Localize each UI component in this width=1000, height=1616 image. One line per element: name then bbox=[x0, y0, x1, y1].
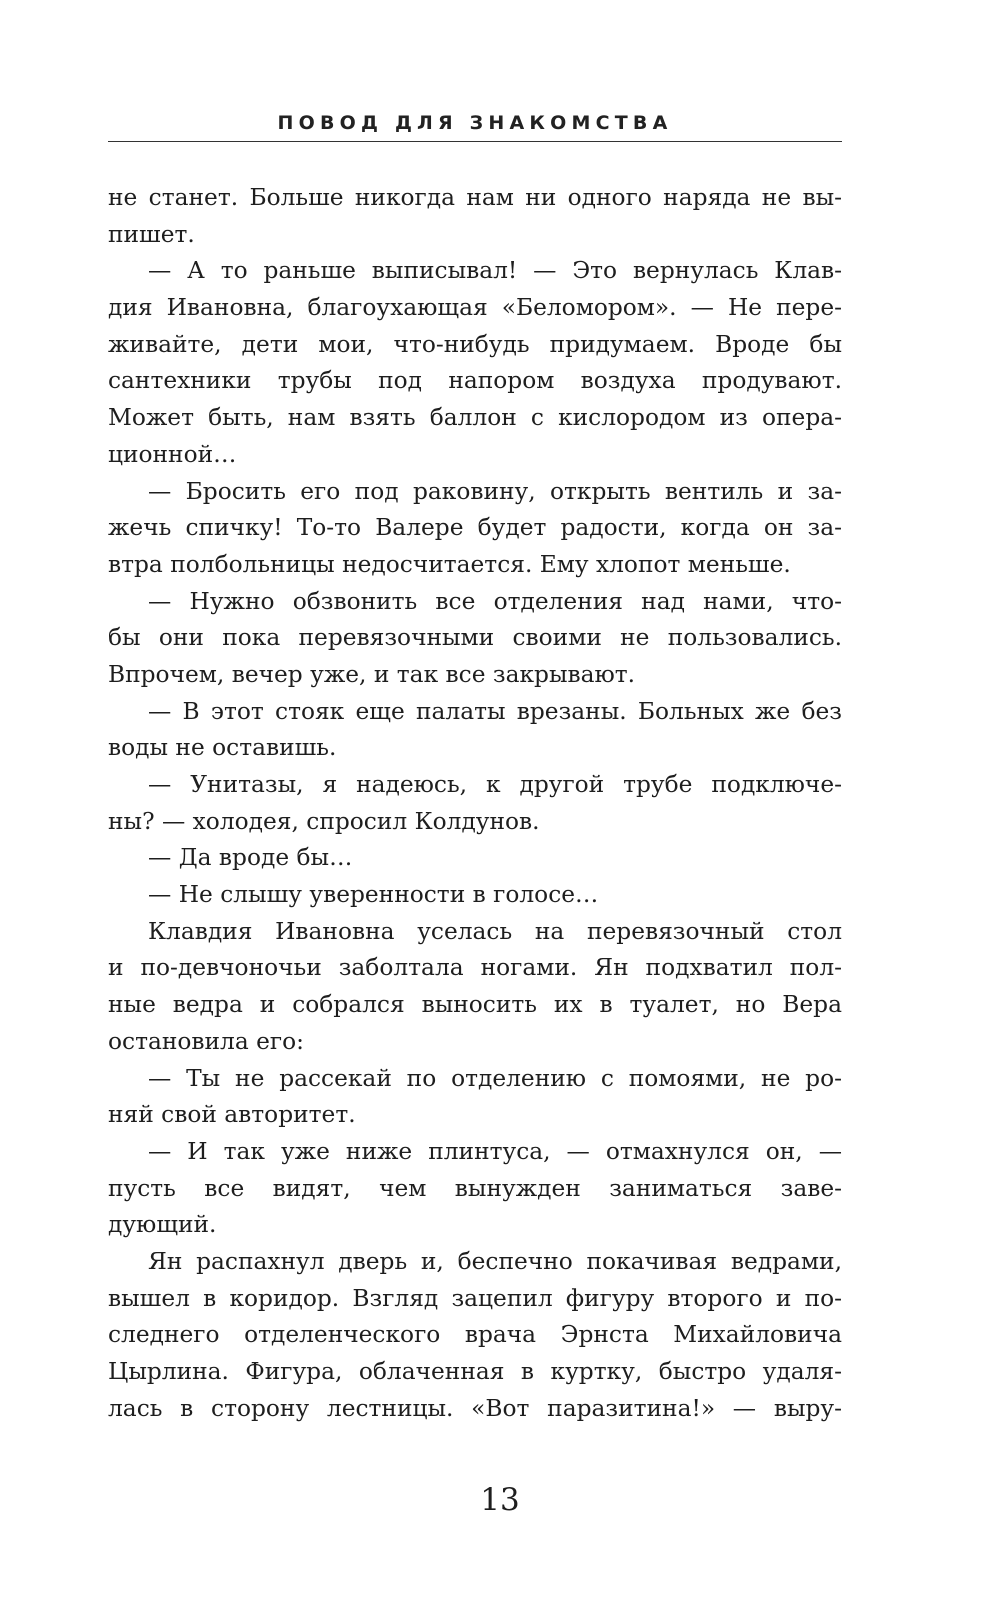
text-line: остановила его: bbox=[108, 1027, 305, 1055]
text-line: лась в сторону лестницы. «Вот паразитина!» — выру- bbox=[108, 1394, 842, 1422]
header-rule bbox=[108, 141, 842, 142]
text-line: и по-девчоночьи заболтала ногами. Ян подхватил пол- bbox=[108, 954, 842, 982]
text-line: Впрочем, вечер уже, и так все закрывают. bbox=[108, 660, 636, 688]
text-line: — А то раньше выписывал! — Это вернулась Клав- bbox=[148, 257, 842, 285]
text-line: втра полбольницы недосчитается. Ему хлопот меньше. bbox=[108, 550, 791, 578]
text-line: — Бросить его под раковину, открыть вентиль и за- bbox=[148, 477, 842, 505]
text-line: следнего отделенческого врача Эрнста Михайловича bbox=[108, 1321, 842, 1349]
text-line: жечь спичку! То-то Валере будет радости, когда он за- bbox=[108, 514, 842, 542]
text-line: ные ведра и собрался выносить их в туалет, но Вера bbox=[108, 991, 842, 1019]
text-line: — Да вроде бы… bbox=[148, 844, 353, 872]
text-line: воды не оставишь. bbox=[108, 734, 337, 762]
page-number: 13 bbox=[480, 1482, 520, 1518]
text-line: живайте, дети мои, что-нибудь придумаем. Вроде бы bbox=[108, 330, 842, 358]
text-line: — Не слышу уверенности в голосе… bbox=[148, 881, 599, 909]
body-text bbox=[108, 180, 842, 1427]
text-line: пишет. bbox=[108, 220, 195, 248]
text-line: дия Ивановна, благоухающая «Беломором». — Не пере- bbox=[108, 294, 842, 322]
text-line: бы они пока перевязочными своими не пользовались. bbox=[108, 624, 842, 652]
running-head: ПОВОД ДЛЯ ЗНАКОМСТВА bbox=[277, 112, 673, 134]
text-line: не станет. Больше никогда нам ни одного наряда не вы- bbox=[108, 184, 842, 211]
text-line: — Ты не рассекай по отделению с помоями, не ро- bbox=[148, 1064, 842, 1092]
text-line: вышел в коридор. Взгляд зацепил фигуру второго и по- bbox=[108, 1284, 842, 1312]
text-line: — Унитазы, я надеюсь, к другой трубе подключе- bbox=[148, 771, 842, 798]
text-line: дующий. bbox=[108, 1211, 217, 1239]
text-line: ны? — холодея, спросил Колдунов. bbox=[108, 807, 540, 835]
text-line: Ян распахнул дверь и, беспечно покачивая ведрами, bbox=[148, 1247, 842, 1275]
text-line: няй свой авторитет. bbox=[108, 1101, 356, 1129]
text-line: Может быть, нам взять баллон с кислородом из опера- bbox=[108, 404, 842, 432]
text-line: ционной… bbox=[108, 440, 237, 468]
text-line: — Нужно обзвонить все отделения над нами, что- bbox=[148, 587, 842, 615]
text-line: — В этот стояк еще палаты врезаны. Больных же без bbox=[148, 697, 842, 725]
text-line: — И так уже ниже плинтуса, — отмахнулся он, — bbox=[148, 1137, 842, 1165]
text-line: Цырлина. Фигура, облаченная в куртку, быстро удаля- bbox=[108, 1358, 842, 1385]
text-line: пусть все видят, чем вынужден заниматься заве- bbox=[108, 1174, 842, 1202]
text-line: Клавдия Ивановна уселась на перевязочный стол bbox=[148, 917, 842, 945]
text-line: сантехники трубы под напором воздуха продувают. bbox=[108, 367, 842, 395]
